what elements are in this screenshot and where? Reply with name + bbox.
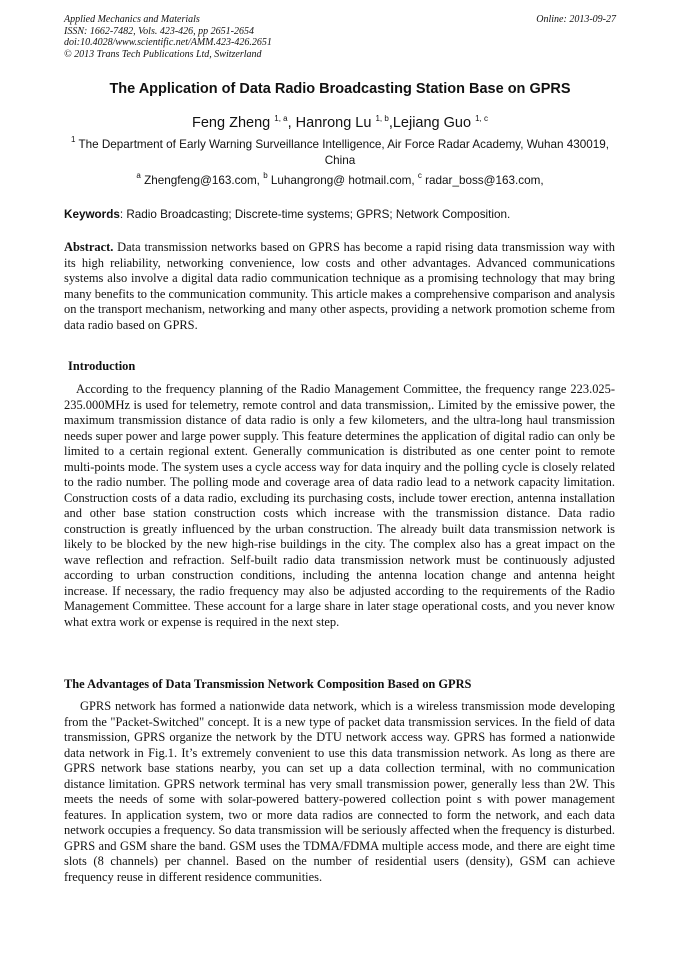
introduction-body: According to the frequency planning of the Radio Management Committee, the frequency range 223.025-235.000MHz is used for telemetry, remote control and data transmission,. Limited by the emissive power, the maximum transmission distance of data radio is only a few kilometers, and the ultra-long haul transmission needs super power and large power supply. This feature determines the application of digital radio can only be limited to a certain regional extent. Generally communication is distributed as one center point to remote multi-points mode. The system uses a cycle access way for data inquiry and the polling cycle is closely related to the radio number. The polling mode and coverage area of data radio lead to a network capacity limitation. Construction costs of a data radio, excluding its purchasing costs, include tower erection, antenna installation and other base station construction costs which increase with the transmission distance. Data radio construction is greatly influenced by the urban construction. The already built data transmission network is likely to be blocked by the new high-rise buildings in the city. The complex also has a great impact on the wave reflection and refraction. Self-built radio data transmission network must be continuously adjusted according to urban construction conditions, including the antenna location change and antenna height increase. If necessary, the radio frequency may also be adjusted according to the requirements of the Radio Management Committee. These account for a large share in later stage operational costs, and you never know what extra work or expense is required in the next step. xyxy=(64,382,615,629)
email-superscript: a xyxy=(136,171,141,180)
email-text: radar_boss@163.com, xyxy=(425,174,544,187)
online-date: Online: 2013-09-27 xyxy=(536,14,616,25)
keywords-label: Keywords xyxy=(64,208,120,221)
abstract-label: Abstract. xyxy=(64,240,114,254)
section-heading-introduction: Introduction xyxy=(68,359,136,373)
affiliation-superscript: 1 xyxy=(70,135,76,144)
affiliation xyxy=(66,137,614,169)
keywords-text: : Radio Broadcasting; Discrete-time systems; GPRS; Network Composition. xyxy=(119,208,511,221)
journal-name: Applied Mechanics and Materials xyxy=(64,14,200,25)
email-list xyxy=(64,171,616,187)
author-superscript: 1, b xyxy=(375,114,389,123)
copyright-line: © 2013 Trans Tech Publications Ltd, Switzerland xyxy=(64,48,262,60)
abstract xyxy=(64,240,615,333)
keywords xyxy=(64,208,616,221)
email-text: Luhangrong@ hotmail.com, xyxy=(270,174,418,187)
abstract-text: Data transmission networks based on GPRS has become a rapid rising data transmission way with its high reliability, networking convenience, low costs and other advantages. Advanced communications systems also involve a digital data radio communication technique as a promising technology that may bring many benefits to the communication community. This article makes a comprehensive comparison and analysis on the transport mechanism, networking and many other aspects, providing a network promotion scheme from data radio based on GPRS. xyxy=(64,240,615,332)
doi-line: doi:10.4028/www.scientific.net/AMM.423-426.2651 xyxy=(64,37,272,48)
email-superscript: b xyxy=(263,171,268,180)
affiliation-text: The Department of Early Warning Surveillance Intelligence, Air Force Radar Academy, Wuhan 430019, China xyxy=(78,138,610,167)
author-name: Hanrong Lu xyxy=(295,115,376,131)
author-list: Feng Zheng $^{1, a}$, Hanrong Lu $^{1, b}$,Lejiang Guo $^{1, c}$ xyxy=(192,114,488,131)
author-name: Lejiang Guo xyxy=(392,115,476,131)
journal-header xyxy=(64,14,616,60)
author-name: Feng Zheng xyxy=(192,115,275,131)
email-text: Zhengfeng@163.com, xyxy=(144,174,264,187)
author-superscript: 1, a xyxy=(274,114,288,123)
email-superscript: c xyxy=(417,171,422,180)
paper-title: The Application of Data Radio Broadcasting Station Base on GPRS xyxy=(109,81,571,97)
section-heading-advantages: The Advantages of Data Transmission Network Composition Based on GPRS xyxy=(64,677,472,691)
advantages-body: GPRS network has formed a nationwide data network, which is a wireless transmission mode developing from the "Packet-Switched" concept. It is a new type of packet data transmission services. In the field of data transmission, GPRS organize the network by the DTU network access way. GPRS has formed a nationwide data network in Fig.1. It’s extremely convenient to use this data transmission network. As long as there are GPRS network base stations nearby, you can set up a data collection terminal, with no communication distance limitation. GPRS network terminal has very small transmission power, generally less than 2W. This meets the needs of some with solar-powered battery-powered collection point s with power management features. In application system, two or more data radios are connected to form the network, and each data network occupies a frequency. So data transmission will be seriously affected when the frequency is disturbed. GPRS and GSM share the band. GSM uses the TDMA/FDMA multiple access mode, and there are eight time slots (8 channels) per channel. Based on the number of residential users (density), GSM can achieve frequency reuse in different residence communities. xyxy=(64,699,615,884)
author-superscript: 1, c xyxy=(475,114,488,123)
issn-line: ISSN: 1662-7482, Vols. 423-426, pp 2651-2654 xyxy=(64,25,254,37)
